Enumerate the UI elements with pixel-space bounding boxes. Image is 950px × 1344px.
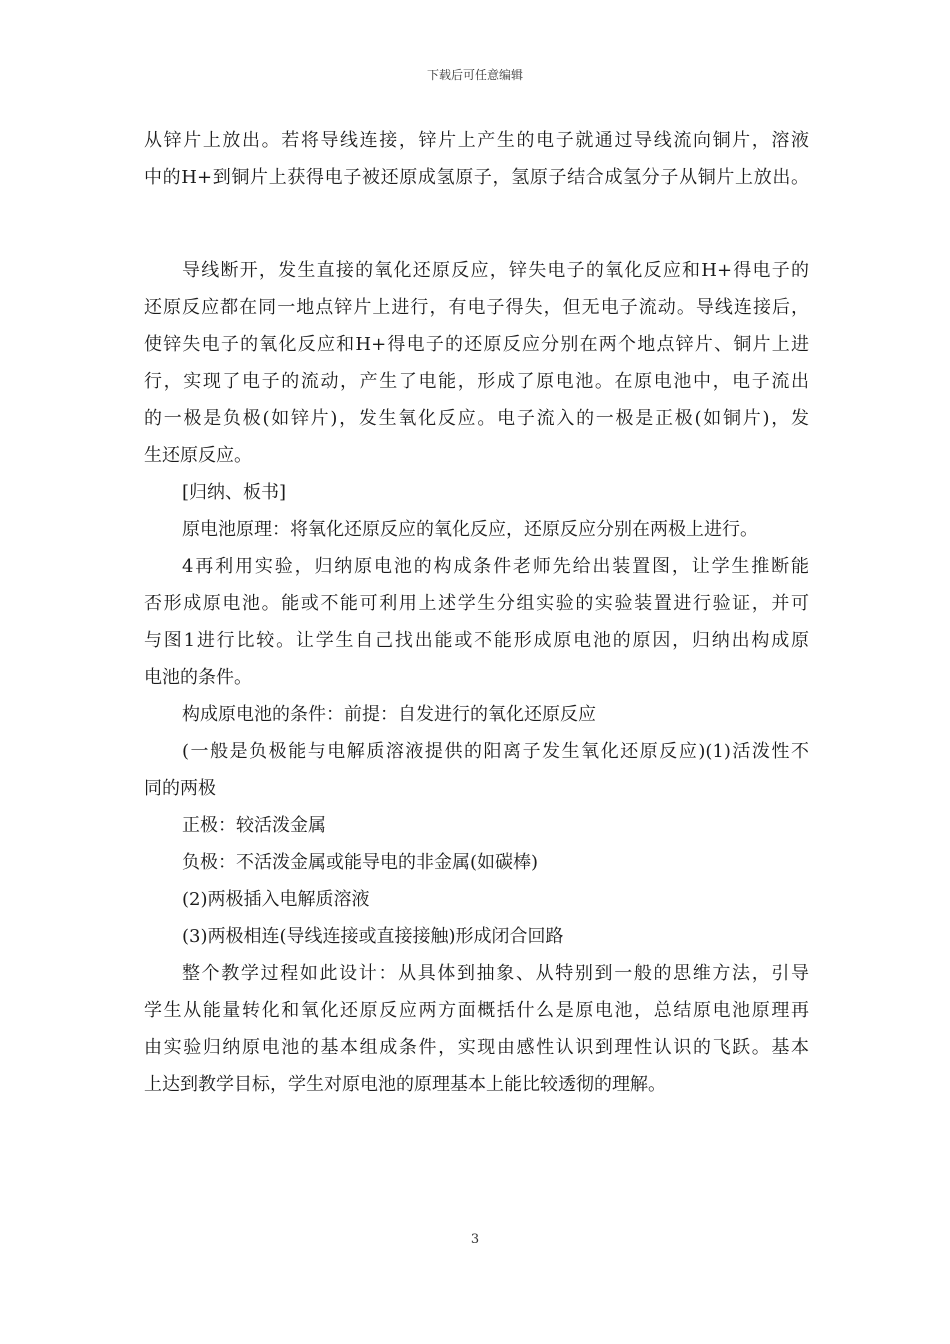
text-line: 与图1进行比较。让学生自己找出能或不能形成原电池的原因，归纳出构成原 <box>144 630 809 651</box>
text-line: 原电池原理：将氧化还原反应的氧化反应，还原反应分别在两极上进行。 <box>182 519 758 540</box>
text-line: 上达到教学目标，学生对原电池的原理基本上能比较透彻的理解。 <box>144 1074 666 1095</box>
text-line: 从锌片上放出。若将导线连接，锌片上产生的电子就通过导线流向铜片，溶液 <box>144 130 809 151</box>
text-line: 学生从能量转化和氧化还原反应两方面概括什么是原电池，总结原电池原理再 <box>144 1000 809 1021</box>
text-line: 生还原反应。 <box>144 445 252 466</box>
text-line: 电池的条件。 <box>144 667 252 688</box>
text-line: 还原反应都在同一地点锌片上进行，有电子得失，但无电子流动。导线连接后， <box>144 297 809 318</box>
paragraph-gap <box>144 196 809 252</box>
text-line: 由实验归纳原电池的基本组成条件，实现由感性认识到理性认识的飞跃。基本 <box>144 1037 809 1058</box>
text-line: 负极：不活泼金属或能导电的非金属(如碳棒) <box>182 852 539 873</box>
text-line: 否形成原电池。能或不能可利用上述学生分组实验的实验装置进行验证，并可 <box>144 593 809 614</box>
text-line: 中的H+到铜片上获得电子被还原成氢原子，氢原子结合成氢分子从铜片上放出。 <box>144 167 809 188</box>
text-line: 同的两极 <box>144 778 216 799</box>
text-line: 整个教学过程如此设计：从具体到抽象、从特别到一般的思维方法，引导 <box>182 963 809 984</box>
text-line: 的一极是负极(如锌片)，发生氧化反应。电子流入的一极是正极(如铜片)，发 <box>144 408 809 429</box>
text-line: 行，实现了电子的流动，产生了电能，形成了原电池。在原电池中，电子流出 <box>144 371 809 392</box>
text-line: 使锌失电子的氧化反应和H+得电子的还原反应分别在两个地点锌片、铜片上进 <box>144 334 809 355</box>
text-line: 构成原电池的条件：前提：自发进行的氧化还原反应 <box>182 704 596 725</box>
text-line: (2)两极插入电解质溶液 <box>182 889 370 910</box>
section-heading: [归纳、板书] <box>182 482 287 503</box>
page-number: 3 <box>470 1232 480 1247</box>
text-line: 正极：较活泼金属 <box>182 815 326 836</box>
page-header: 下载后可任意编辑 <box>426 68 523 82</box>
text-line: (3)两极相连(导线连接或直接接触)形成闭合回路 <box>182 926 564 947</box>
text-line: 4再利用实验，归纳原电池的构成条件老师先给出装置图，让学生推断能 <box>182 556 809 577</box>
document-body <box>144 122 809 1103</box>
text-line: (一般是负极能与电解质溶液提供的阳离子发生氧化还原反应)(1)活泼性不 <box>182 741 809 762</box>
text-line: 导线断开，发生直接的氧化还原反应，锌失电子的氧化反应和H+得电子的 <box>182 260 809 281</box>
